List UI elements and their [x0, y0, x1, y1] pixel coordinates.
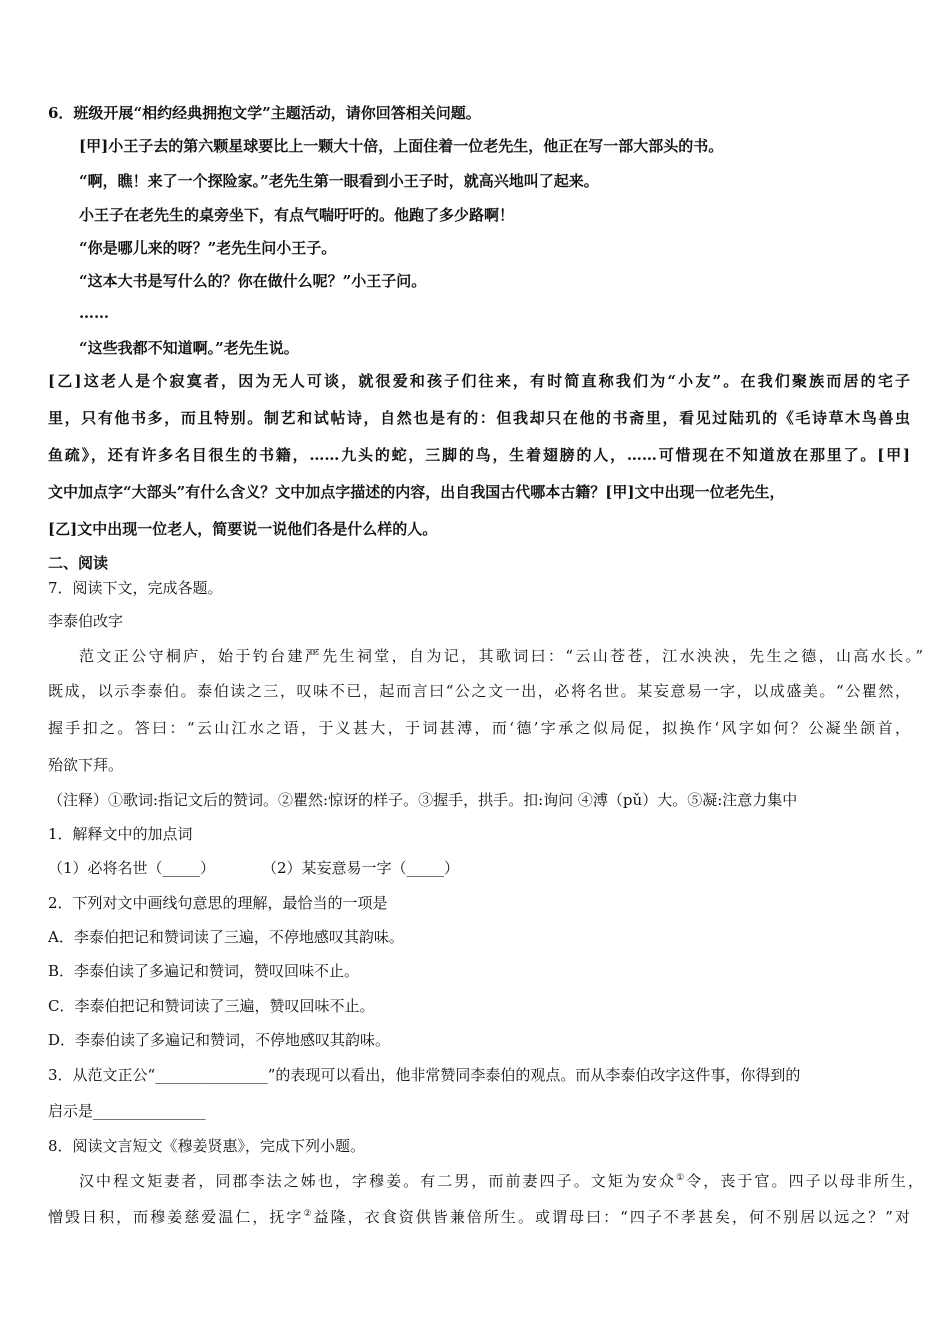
- q6-jia-line: “啊，瞧！来了一个探险家。”老先生第一眼看到小王子时，就高兴地叫了起来。: [79, 172, 599, 190]
- q8-intro: 8．阅读文言短文《穆姜贤惠》，完成下列小题。: [48, 1137, 366, 1155]
- q6-yi-line: [乙]文中出现一位老人，简要说一说他们各是什么样的人。: [48, 520, 438, 538]
- q6-yi-line: 鱼疏》，还有许多名目很生的书籍，……九头的蛇，三脚的鸟，生着翅膀的人，……可惜现在不知道放在那里了。[甲]: [48, 446, 910, 464]
- answer-blank[interactable]: _______________: [93, 1102, 206, 1120]
- q7-passage-line: 范文正公守桐庐，始于钓台建严先生祠堂，自为记，其歌词曰：“云山苍苍，江水泱泱，先生之德，山高水长。”: [79, 647, 923, 665]
- q8-passage-line: 汉中程文矩妻者，同郡李法之姊也，字穆姜。有二男，而前妻四子。文矩为安众①令，丧于官。四子以母非所生，: [79, 1172, 923, 1190]
- q7-passage-line: 握手扣之。答曰：“云山江水之语，于义甚大，于词甚溥，而‘德’字承之似局促，拟换作‘风字如何？公凝坐颌首，: [48, 719, 910, 737]
- q7-passage-line: 殆欲下拜。: [48, 756, 124, 774]
- q7-sub1: 1．解释文中的加点词: [48, 825, 193, 843]
- q7-option-d: D．李泰伯读了多遍记和赞词，不停地感叹其韵味。: [48, 1031, 391, 1049]
- q8-passage-line: 憎毁日积，而穆姜慈爱温仁，抚字②益隆，衣食资供皆兼倍所生。或谓母曰：“四子不孝甚矣，何不别居以远之？”对: [48, 1208, 910, 1226]
- q6-jia-line: “你是哪儿来的呀？”老先生问小王子。: [79, 239, 337, 257]
- answer-blank[interactable]: _____: [162, 859, 201, 877]
- q7-option-b: B．李泰伯读了多遍记和赞词，赞叹回味不止。: [48, 962, 360, 980]
- q6-yi-line: [乙]这老人是个寂寞者，因为无人可谈，就很爱和孩子们往来，有时简直称我们为“小友”。在我们聚族而居的宅子: [48, 372, 910, 390]
- q6-jia-line: “这些我都不知道啊。”老先生说。: [79, 339, 299, 357]
- q6-jia-line: [甲]小王子去的第六颗星球要比上一颗大十倍，上面住着一位老先生，他正在写一部大部头的书。: [79, 137, 724, 155]
- q6-yi-line: 文中加点字“大部头”有什么含义？文中加点字描述的内容，出自我国古代哪本古籍？[甲]文中出现一位老先生，: [48, 483, 785, 501]
- q7-option-c: C．李泰伯把记和赞词读了三遍，赞叹回味不止。: [48, 997, 375, 1015]
- q7-option-a: A．李泰伯把记和赞词读了三遍，不停地感叹其韵味。: [48, 928, 404, 946]
- q6-jia-line: “这本大书是写什么的？你在做什么呢？”小王子问。: [79, 272, 427, 290]
- q6-yi-line: 里，只有他书多，而且特别。制艺和试帖诗，自然也是有的：但我却只在他的书斋里，看见过陆玑的《毛诗草木鸟兽虫: [48, 409, 910, 427]
- q7-sub2: 2．下列对文中画线句意思的理解，最恰当的一项是: [48, 894, 388, 912]
- q6-jia-line: 小王子在老先生的桌旁坐下，有点气喘吁吁的。他跑了多少路啊！: [79, 206, 515, 224]
- q7-title: 李泰伯改字: [48, 612, 124, 630]
- q6-intro: 6．班级开展“相约经典拥抱文学”主题活动，请你回答相关问题。: [48, 104, 481, 122]
- q6-jia-ellipsis: ……: [79, 304, 109, 322]
- q7-intro: 7．阅读下文，完成各题。: [48, 579, 223, 597]
- q7-sub3-cont: 启示是_______________: [48, 1102, 206, 1120]
- q7-passage-line: 既成，以示李泰伯。泰伯读之三，叹味不已，起而言曰“公之文一出，必将名世。某妄意易一字，以成盛美。“公瞿然，: [48, 682, 910, 700]
- answer-blank[interactable]: _____: [406, 859, 445, 877]
- q7-sub1-item-1: （1）必将名世（_____）: [48, 859, 216, 877]
- section-heading: 二、阅读: [48, 554, 109, 572]
- q7-sub3: 3．从范文正公“_______________”的表现可以看出，他非常赞同李泰伯的观点。而从李泰伯改字这件事，你得到的: [48, 1066, 801, 1084]
- answer-blank[interactable]: _______________: [155, 1066, 268, 1084]
- q7-notes: （注释）①歌词:指记文后的赞词。②瞿然:惊讶的样子。③握手，拱手。扣:询问 ④溥（pǔ）大。⑤凝:注意力集中: [48, 791, 798, 809]
- q7-sub1-item-2: （2）某妄意易一字（_____）: [262, 859, 460, 877]
